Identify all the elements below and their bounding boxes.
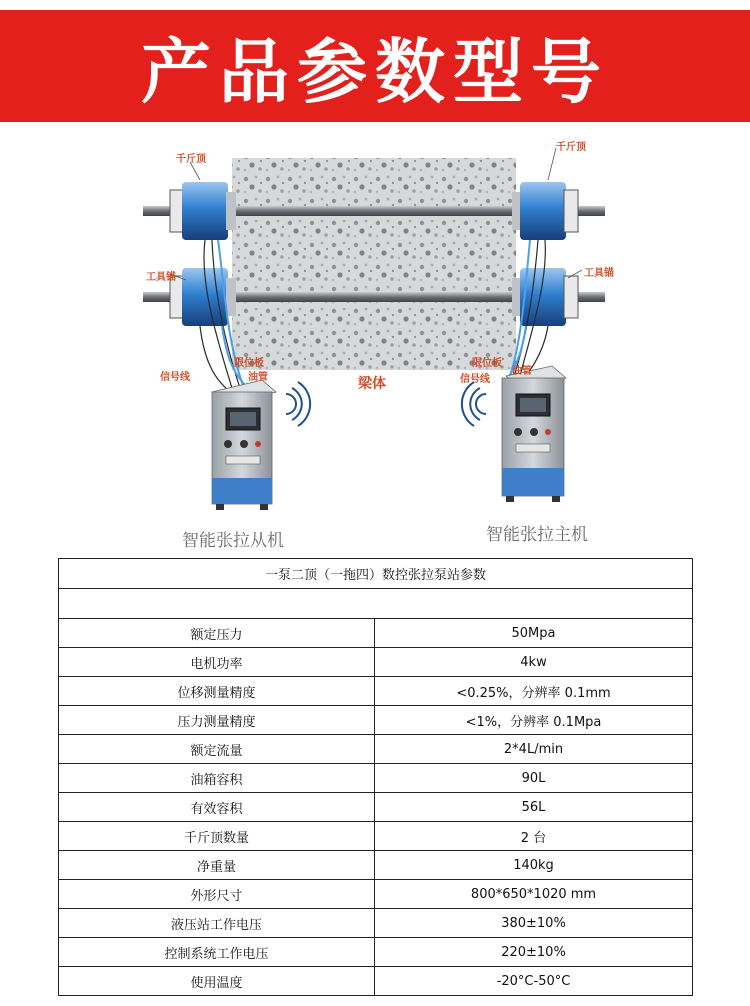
param-name: 使用温度 [59,967,375,996]
wireless-signal-icon-right [462,382,486,426]
param-name: 油箱容积 [59,764,375,793]
label-oil-right: 油管 [512,366,532,377]
left-upper-jack [170,182,236,240]
right-upper-jack [512,182,578,240]
param-name: 电机功率 [59,648,375,677]
tensioning-diagram [0,130,750,550]
label-signal-right: 信号线 [460,374,490,385]
param-name: 液压站工作电压 [59,909,375,938]
param-value: 4kw [375,648,693,677]
param-name: 千斤顶数量 [59,822,375,851]
param-value: 90L [375,764,693,793]
beam-body [232,158,516,370]
param-value: 56L [375,793,693,822]
wireless-signal-icon-left [286,382,310,426]
table-blank-row [59,589,693,619]
param-name: 位移测量精度 [59,677,375,706]
label-anchor-right: 工具锚 [584,268,614,279]
page-title: 产品参数型号 [141,30,609,113]
parameter-table [58,558,693,996]
header-banner [0,10,750,122]
label-limit-left: 限位板 [234,358,264,369]
table-row [59,648,693,677]
caption-slave-machine: 智能张拉从机 [182,531,284,551]
table-title: 一泵二顶（一拖四）数控张拉泵站参数 [59,559,693,589]
diagram-illustration [0,130,750,550]
param-name: 控制系统工作电压 [59,938,375,967]
param-value: 220±10% [375,938,693,967]
param-name: 净重量 [59,851,375,880]
table-row [59,735,693,764]
label-signal-left: 信号线 [160,372,190,383]
param-value: <0.25%，分辨率 0.1mm [375,677,693,706]
param-value: 380±10% [375,909,693,938]
param-name: 有效容积 [59,793,375,822]
table-title-row [59,559,693,589]
param-value: <1%，分辨率 0.1Mpa [375,706,693,735]
param-value: 2 台 [375,822,693,851]
param-value: 2*4L/min [375,735,693,764]
label-oil-left: 油管 [248,372,268,383]
param-value: 800*650*1020 mm [375,880,693,909]
caption-master-machine: 智能张拉主机 [486,525,588,545]
label-limit-right: 限位板 [472,358,502,369]
table-row [59,909,693,938]
table-row [59,938,693,967]
param-name: 额定压力 [59,619,375,648]
param-name: 压力测量精度 [59,706,375,735]
table-row [59,764,693,793]
table-row [59,793,693,822]
table-row [59,619,693,648]
param-value: 140kg [375,851,693,880]
param-value: 50Mpa [375,619,693,648]
table-row [59,677,693,706]
label-anchor-left: 工具锚 [146,272,176,283]
table-row [59,706,693,735]
table-row [59,880,693,909]
table-row [59,851,693,880]
param-name: 额定流量 [59,735,375,764]
table-row [59,967,693,996]
table-blank-cell [59,589,693,619]
param-name: 外形尺寸 [59,880,375,909]
table-row [59,822,693,851]
label-jack-left: 千斤顶 [176,154,206,165]
master-machine [502,366,566,502]
label-jack-right: 千斤顶 [556,142,586,153]
param-value: -20°C-50°C [375,967,693,996]
left-lower-jack [170,268,236,326]
slave-machine [212,380,276,510]
label-beam: 梁体 [358,376,386,392]
